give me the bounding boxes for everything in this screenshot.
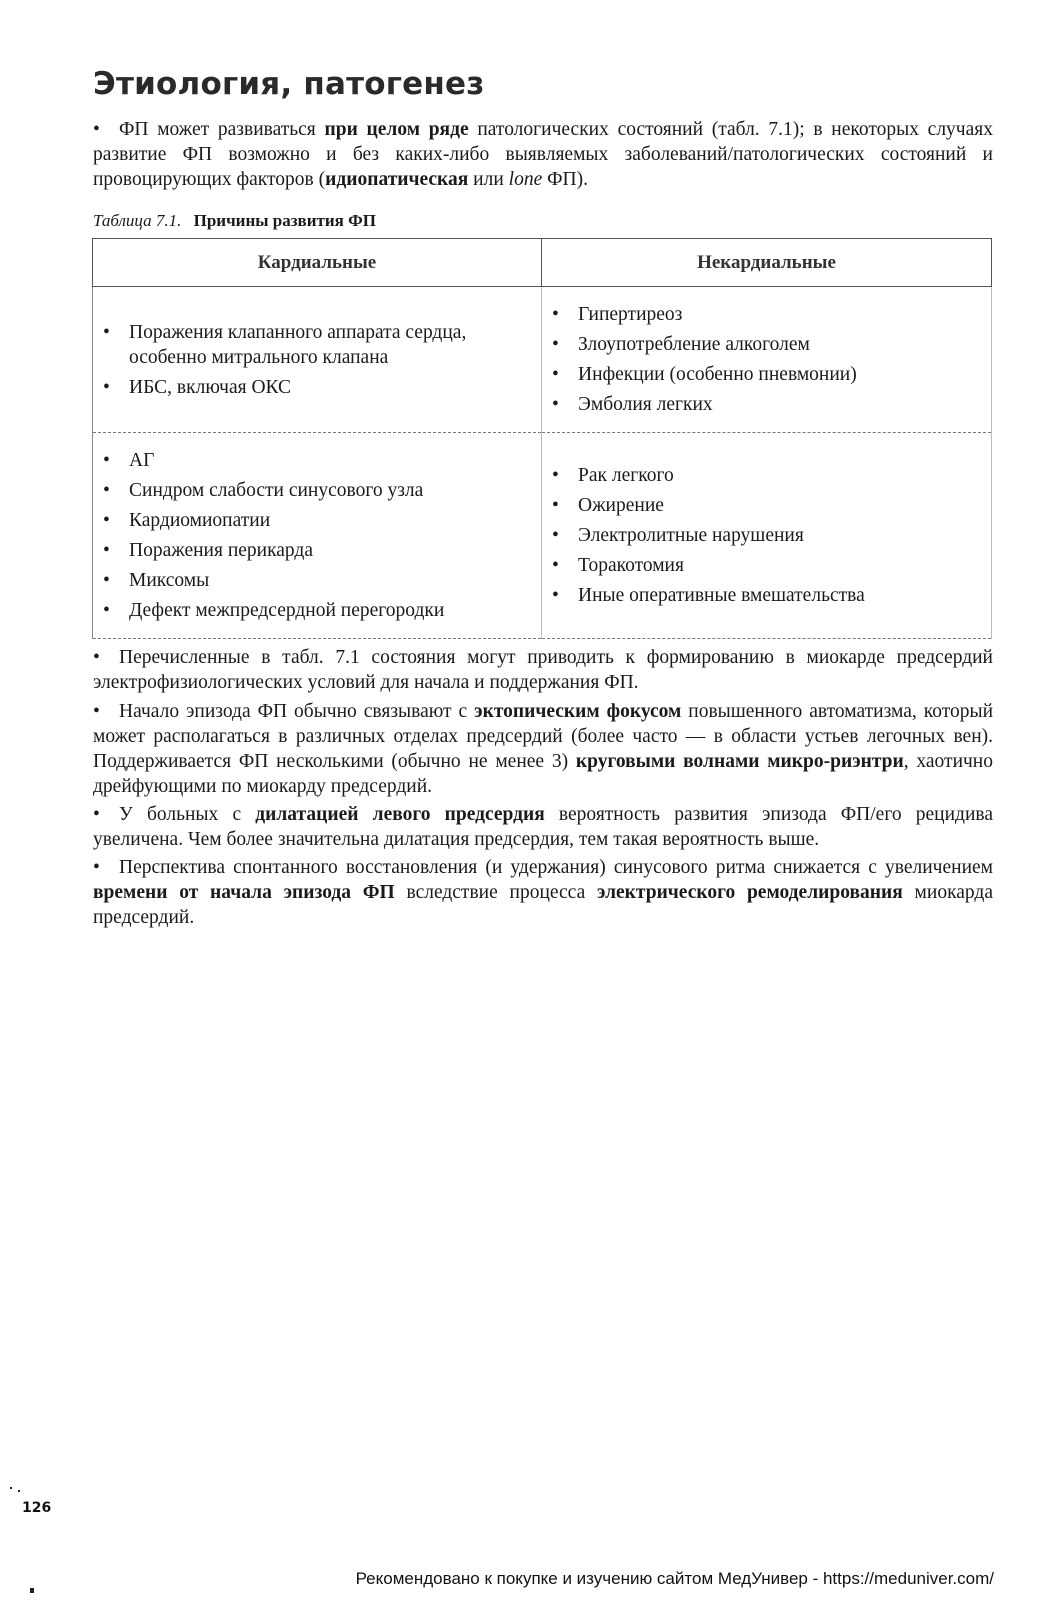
text-run: вследствие процесса (394, 882, 597, 903)
text-run: ФП может развиваться (119, 119, 325, 140)
table-caption-number: Таблица 7.1. (93, 211, 182, 230)
bullet-icon: • (552, 364, 559, 385)
causes-table (92, 238, 992, 639)
bullet-icon: • (103, 570, 110, 591)
cardiac-cell (93, 287, 542, 433)
body-paragraph (93, 855, 993, 930)
text-run: патологических состояний (табл. 7.1); в некоторых случаях развитие ФП возможно и без каких-либо выявляемых заболеваний/патологических состояний и провоцирующих факторов ( (93, 119, 993, 190)
noncardiac-cell (542, 433, 992, 639)
table-caption (93, 211, 376, 231)
bullet-icon: • (552, 585, 559, 606)
list-item (552, 362, 981, 387)
footer-text: Рекомендовано к покупке и изучению сайтом МедУнивер - https://meduniver.com/ (355, 1569, 994, 1588)
list-item (103, 375, 531, 400)
list-item (552, 332, 981, 357)
bullet-icon: • (103, 480, 110, 501)
text-run: повышенного автоматизма, который может располагаться в различных отделах предсердий (более часто — в области устьев легочных вен). Поддерживается ФП несколькими (обычно не менее 3) (93, 701, 994, 772)
list-item-text: Ожирение (578, 495, 664, 516)
list-item-text: Торакотомия (578, 555, 684, 576)
list-item-text: Рак легкого (578, 465, 674, 486)
list-item-text: Кардиомиопатии (129, 510, 271, 531)
cause-list (552, 302, 981, 417)
text-run: lone (508, 169, 543, 190)
text-run: или (468, 169, 509, 190)
text-run: У больных с (119, 804, 256, 825)
bullet-icon: • (552, 495, 559, 516)
header-cardiac: Кардиальные (93, 239, 542, 287)
list-item-text: Миксомы (129, 570, 210, 591)
bullet-icon: • (552, 304, 559, 325)
bullet-icon: • (103, 321, 110, 343)
list-item (103, 598, 531, 623)
list-item-text: АГ (129, 450, 155, 471)
list-item-text: Синдром слабости синусового узла (129, 480, 424, 501)
bullet-icon: • (93, 857, 100, 878)
list-item (103, 448, 531, 473)
emphasis-text: эктопическим фокусом (474, 701, 682, 722)
text-run: Начало эпизода ФП обычно связывают с (119, 701, 475, 722)
bullet-icon: • (103, 376, 110, 398)
cause-list (103, 448, 531, 623)
section-heading: Этиология, патогенез (93, 66, 485, 102)
emphasis-text: круговыми волнами микро-риэнтри (575, 751, 904, 772)
bullet-icon: • (93, 701, 100, 722)
emphasis-text: идиопатическая (325, 169, 469, 190)
bullet-icon: • (103, 510, 110, 531)
list-item-text: Злоупотребление алкоголем (578, 334, 810, 355)
text-run: вероятность развития эпизода ФП/его рецидива увеличена. Чем более значительна дилатация предсердия, тем такая вероятность выше. (93, 804, 993, 850)
bullet-icon: • (552, 394, 559, 415)
bullet-icon: • (552, 465, 559, 486)
list-item (552, 302, 981, 327)
emphasis-text: при целом ряде (324, 119, 469, 140)
text-run: миокарда предсердий. (93, 882, 993, 928)
list-item-text: ИБС, включая ОКС (129, 376, 292, 398)
list-item-text: Иные оперативные вмешательства (578, 585, 865, 606)
list-item (103, 538, 531, 563)
list-item (552, 493, 981, 518)
emphasis-text: дилатацией левого предсердия (255, 804, 545, 825)
bullet-icon: • (103, 450, 110, 471)
list-item (103, 508, 531, 533)
list-item (103, 320, 531, 370)
text-run: ФП). (542, 169, 588, 190)
bullet-icon: • (552, 555, 559, 576)
list-item-text: Гипертиреоз (578, 304, 683, 325)
bullet-icon: • (103, 540, 110, 561)
list-item (552, 392, 981, 417)
list-item-text: Поражения клапанного аппарата сердца, особенно митрального клапана (129, 321, 467, 368)
table-row (93, 287, 992, 433)
page-number: 126 (22, 1500, 52, 1516)
text-run: Перспектива спонтанного восстановления (и удержания) синусового ритма снижается с увеличением (119, 857, 993, 878)
bullet-icon: • (93, 119, 100, 140)
intro-paragraph (93, 117, 993, 192)
list-item (552, 583, 981, 608)
list-item-text: Поражения перикарда (129, 540, 314, 561)
bullet-icon: • (552, 525, 559, 546)
table-caption-title: Причины развития ФП (193, 211, 376, 230)
bullet-icon: • (93, 804, 100, 825)
header-noncardiac: Некардиальные (542, 239, 992, 287)
bullet-icon: • (93, 647, 100, 668)
list-item-text: Инфекции (особенно пневмонии) (578, 364, 857, 385)
emphasis-text: времени от начала эпизода ФП (93, 882, 395, 903)
table-header-row (93, 239, 992, 287)
bullet-icon: • (552, 334, 559, 355)
list-item-text: Электролитные нарушения (578, 525, 804, 546)
text-run: , хаотично дрейфующими по миокарду предсердий. (93, 751, 993, 797)
cardiac-cell (93, 433, 542, 639)
text-run: Перечисленные в табл. 7.1 состояния могут приводить к формированию в миокарде предсердий электрофизиологических условий для начала и поддержания ФП. (93, 647, 993, 693)
scan-speck (18, 1490, 20, 1492)
scan-speck (10, 1487, 12, 1489)
list-item (552, 523, 981, 548)
list-item (552, 553, 981, 578)
list-item (552, 463, 981, 488)
list-item-text: Дефект межпредсердной перегородки (129, 600, 445, 621)
scan-speck (30, 1588, 34, 1593)
body-paragraph (93, 699, 993, 799)
noncardiac-cell (542, 287, 992, 433)
bullet-icon: • (103, 600, 110, 621)
list-item (103, 568, 531, 593)
emphasis-text: электрического ремоделирования (597, 882, 903, 903)
list-item-text: Эмболия легких (578, 394, 713, 415)
body-paragraph (93, 645, 993, 695)
cause-list (103, 320, 531, 400)
body-paragraph (93, 802, 993, 852)
table-row (93, 433, 992, 639)
list-item (103, 478, 531, 503)
cause-list (552, 463, 981, 608)
